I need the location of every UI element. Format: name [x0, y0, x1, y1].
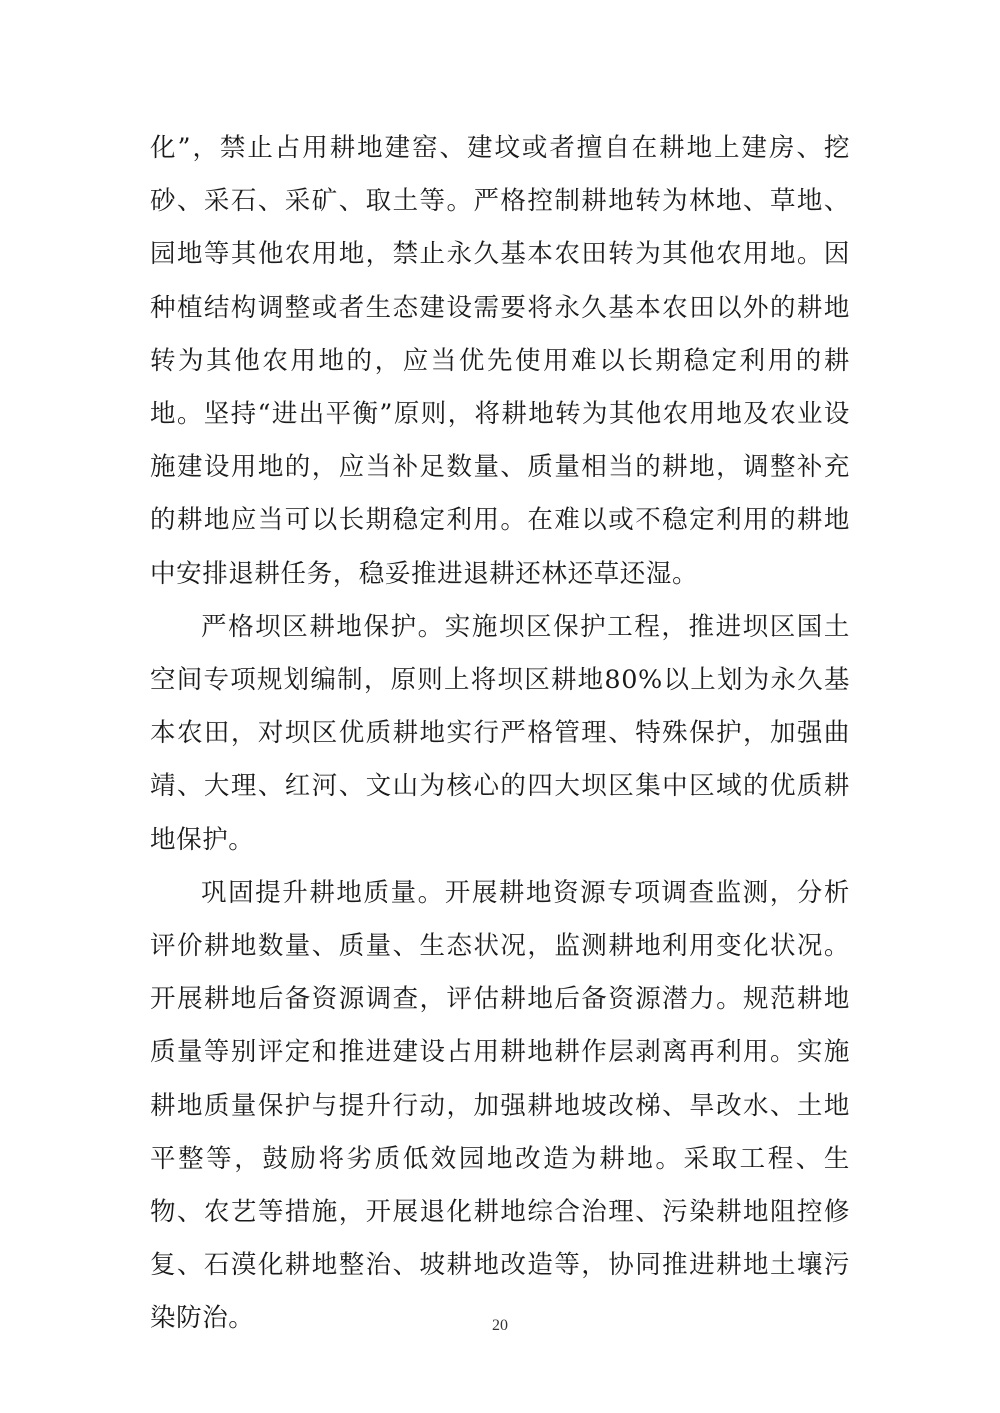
paragraph-continued: 化”，禁止占用耕地建窑、建坟或者擅自在耕地上建房、挖砂、采石、采矿、取土等。严格控制耕地转为林地、草地、园地等其他农用地，禁止永久基本农田转为其他农用地。因种植结构调整或者生态建设需要将永久基本农田以外的耕地转为其他农用地的，应当优先使用难以长期稳定利用的耕地。坚持“进出平衡”原则，将耕地转为其他农用地及农业设施建设用地的，应当补足数量、质量相当的耕地，调整补充的耕地应当可以长期稳定利用。在难以或不稳定利用的耕地中安排退耕任务，稳妥推进退耕还林还草还湿。 — [150, 133, 850, 589]
body-text — [150, 122, 850, 1346]
page-number: 20 — [492, 1317, 508, 1334]
paragraph-dam-area-protection: 严格坝区耕地保护。实施坝区保护工程，推进坝区国土空间专项规划编制，原则上将坝区耕地80%以上划为永久基本农田，对坝区优质耕地实行严格管理、特殊保护，加强曲靖、大理、红河、文山为核心的四大坝区集中区域的优质耕地保护。 — [150, 611, 850, 855]
paragraph-farmland-quality: 巩固提升耕地质量。开展耕地资源专项调查监测，分析评价耕地数量、质量、生态状况，监测耕地利用变化状况。开展耕地后备资源调查，评估耕地后备资源潜力。规范耕地质量等别评定和推进建设占用耕地耕作层剥离再利用。实施耕地质量保护与提升行动，加强耕地坡改梯、旱改水、土地平整等，鼓励将劣质低效园地改造为耕地。采取工程、生物、农艺等措施，开展退化耕地综合治理、污染耕地阻控修复、石漠化耕地整治、坡耕地改造等，协同推进耕地土壤污染防治。 — [150, 877, 850, 1334]
